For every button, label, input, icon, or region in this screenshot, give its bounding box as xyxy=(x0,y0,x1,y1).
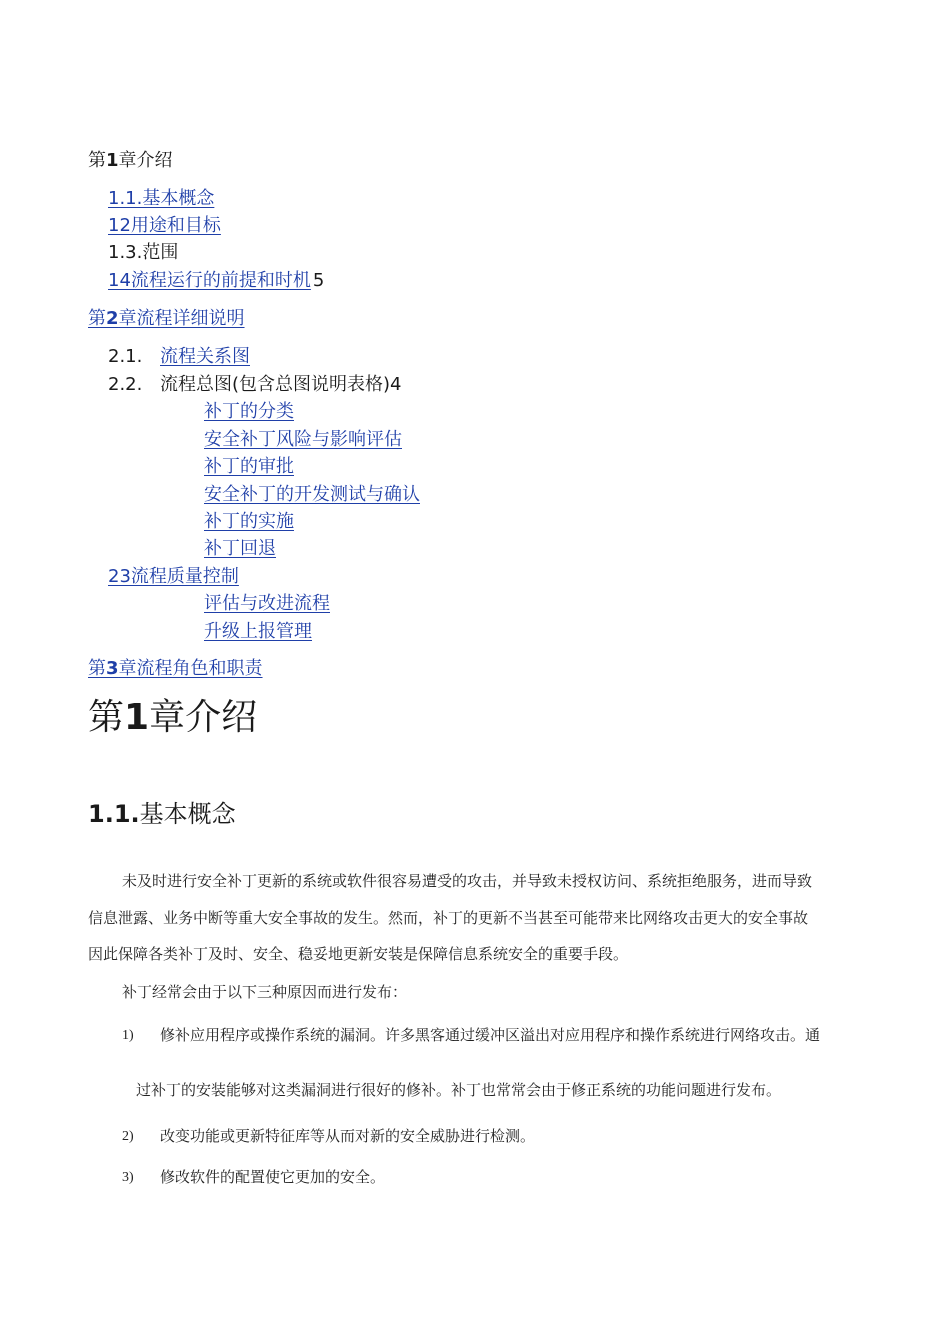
toc-item-2-1[interactable]: 流程关系图 xyxy=(160,346,250,367)
toc-subitem[interactable]: 补丁的实施 xyxy=(204,511,294,532)
toc-item-1-4[interactable]: 14流程运行的前提和时机 xyxy=(108,270,311,291)
toc-item-2-1-row xyxy=(108,346,250,368)
toc-subitem[interactable]: 安全补丁风险与影响评估 xyxy=(204,429,402,450)
paragraph-line: 补丁经常会由于以下三种原因而进行发布： xyxy=(122,983,408,1001)
toc-item-2-2-page: 4 xyxy=(390,374,402,395)
toc-ch3-title: 章流程角色和职责 xyxy=(118,658,263,679)
toc-item-1-4-row xyxy=(108,270,324,292)
toc-chapter-1[interactable] xyxy=(88,150,173,172)
toc-subitem[interactable]: 补丁的分类 xyxy=(204,401,294,422)
toc-item-2-2-row[interactable] xyxy=(108,374,402,396)
toc-item-2-1-number: 2.1. xyxy=(108,346,143,367)
toc-item-1-1[interactable]: 1.1.基本概念 xyxy=(108,188,215,209)
list-item-text: 修改软件的配置使它更加的安全。 xyxy=(160,1168,386,1186)
toc-item-2-3[interactable]: 23流程质量控制 xyxy=(108,566,239,587)
list-item-text: 修补应用程序或操作系统的漏洞。许多黑客通过缓冲区溢出对应用程序和操作系统进行网络攻击。通 xyxy=(160,1026,821,1044)
toc-ch2-title: 章流程详细说明 xyxy=(118,308,245,329)
paragraph-line: 未及时进行安全补丁更新的系统或软件很容易遭受的攻击，并导致未授权访问、系统拒绝服务，进而导致 xyxy=(122,872,813,890)
chapter-heading-title: 章介绍 xyxy=(149,697,258,738)
chapter-heading xyxy=(88,698,257,738)
section-heading-number: 1.1. xyxy=(88,800,140,828)
toc-ch2-number: 2 xyxy=(106,308,119,329)
toc-item-2-2: 流程总图(包含总图说明表格) xyxy=(160,374,391,395)
toc-ch1-title: 章介绍 xyxy=(118,150,173,171)
toc-subitem[interactable]: 升级上报管理 xyxy=(204,621,312,642)
toc-item-1-2[interactable]: 12用途和目标 xyxy=(108,215,221,236)
toc-item-2-2-label-wrap xyxy=(160,374,402,396)
toc-ch3-number: 3 xyxy=(106,658,119,679)
toc-ch1-prefix: 第 xyxy=(88,150,106,171)
toc-item-2-2-number: 2.2. xyxy=(108,374,143,395)
toc-subitem[interactable]: 补丁的审批 xyxy=(204,456,294,477)
list-marker: 3) xyxy=(122,1170,134,1185)
paragraph-line: 因此保障各类补丁及时、安全、稳妥地更新安装是保障信息系统安全的重要手段。 xyxy=(88,945,629,963)
toc-ch1-number: 1 xyxy=(106,150,119,171)
toc-chapter-3[interactable] xyxy=(88,658,263,680)
toc-ch3-prefix: 第 xyxy=(88,658,106,679)
list-item-text: 过补丁的安装能够对这类漏洞进行很好的修补。补丁也常常会由于修正系统的功能问题进行发布。 xyxy=(136,1081,782,1099)
list-marker: 1) xyxy=(122,1028,134,1043)
toc-subitem[interactable]: 评估与改进流程 xyxy=(204,593,330,614)
list-marker: 2) xyxy=(122,1129,134,1144)
paragraph-line: 信息泄露、业务中断等重大安全事故的发生。然而，补丁的更新不当甚至可能带来比网络攻击更大的安全事故 xyxy=(88,909,809,927)
toc-chapter-2[interactable] xyxy=(88,308,245,330)
toc-subitem[interactable]: 补丁回退 xyxy=(204,538,276,559)
section-heading xyxy=(88,800,236,828)
toc-subitem[interactable]: 安全补丁的开发测试与确认 xyxy=(204,484,420,505)
toc-item-1-3[interactable]: 1.3.范围 xyxy=(108,242,179,263)
chapter-heading-number: 1 xyxy=(124,697,150,738)
chapter-heading-prefix: 第 xyxy=(88,697,125,738)
toc-item-1-4-page: 5 xyxy=(312,270,325,291)
list-item-text: 改变功能或更新特征库等从而对新的安全威胁进行检测。 xyxy=(160,1127,536,1145)
toc-ch2-prefix: 第 xyxy=(88,308,106,329)
section-heading-title: 基本概念 xyxy=(139,800,236,828)
